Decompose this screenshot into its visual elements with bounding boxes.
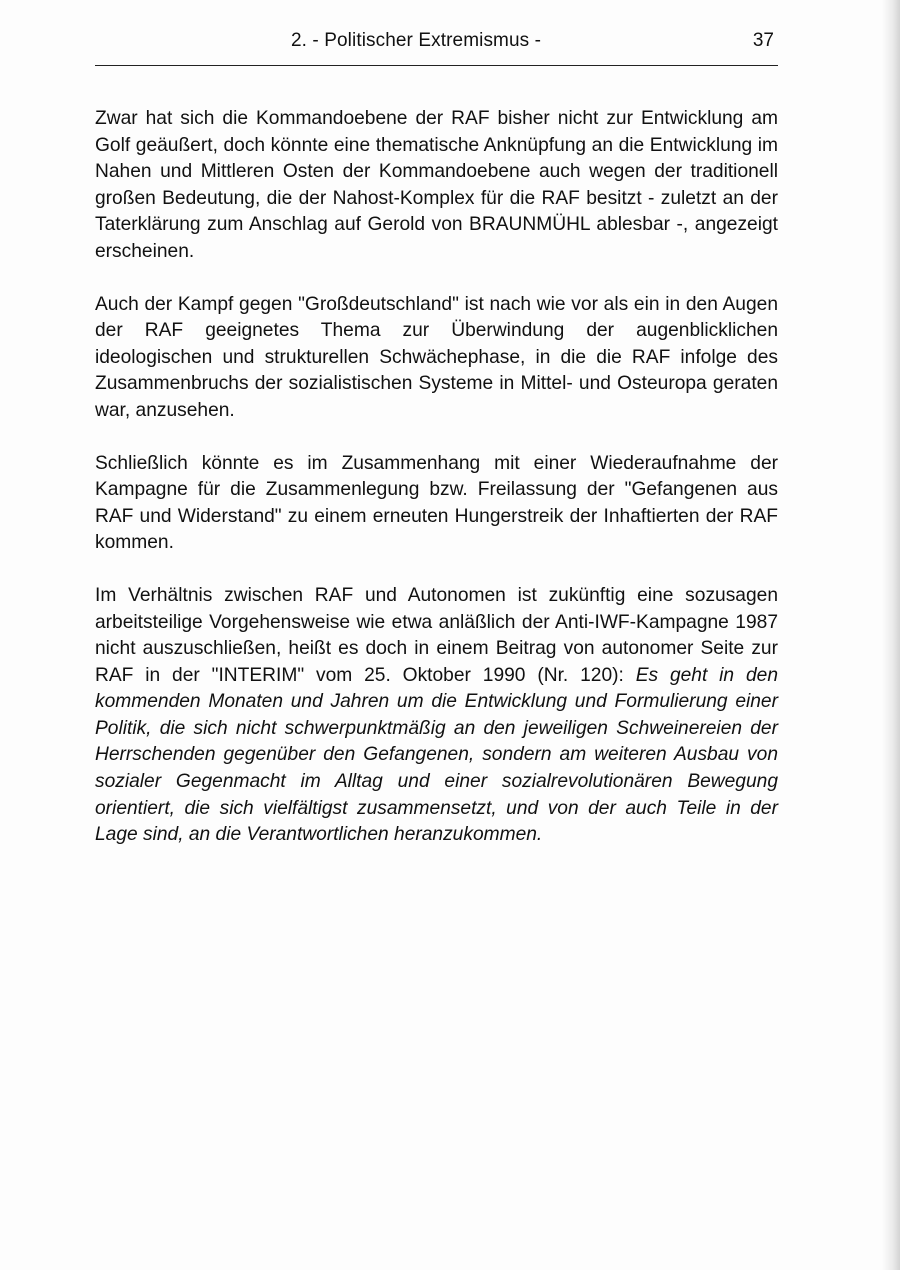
paragraph-4 [95,583,778,849]
paragraph-2-text: Auch der Kampf gegen "Großdeutschland" ist nach wie vor als ein in den Augen der RAF geeignetes Thema zur Überwindung der augenblicklichen ideologischen und strukturellen Schwächephase, in die die RAF infolge des Zusammenbruchs der sozialistischen Systeme in Mittel- und Osteuropa geraten war, anzusehen. [95,293,778,421]
paragraph-3 [95,451,778,557]
paragraph-1 [95,106,778,266]
paragraph-3-text: Schließlich könnte es im Zusammenhang mit einer Wiederaufnahme der Kampagne für die Zusammenlegung bzw. Freilassung der "Gefangenen aus RAF und Widerstand" zu einem erneuten Hungerstreik der Inhaftierten der RAF kommen. [95,452,778,554]
page-number: 37 [752,30,774,51]
body-text [95,106,778,875]
paragraph-2 [95,292,778,425]
paragraph-4-quote: Es geht in den kommenden Monaten und Jahren um die Entwicklung und Formulierung einer Politik, die sich nicht schwerpunktmäßig an den jeweiligen Schweinereien der Herrschenden gegenüber den Gefangenen, sondern am weiteren Ausbau von sozialer Gegenmacht im Alltag und einer sozialrevolutionären Bewegung orientiert, die sich vielfältigst zusammensetzt, und von der auch Teile in der Lage sind, an die Verantwortlichen heranzukommen. [95,664,778,846]
paragraph-1-text: Zwar hat sich die Kommandoebene der RAF bisher nicht zur Entwicklung am Golf geäußert, doch könnte eine thematische Anknüpfung an die Entwicklung im Nahen und Mittleren Osten der Kommandoebene auch wegen der traditionell großen Bedeutung, die der Nahost-Komplex für die RAF besitzt - zuletzt an der Taterklärung zum Anschlag auf Gerold von BRAUNMÜHL ablesbar -, angezeigt erscheinen. [95,108,778,262]
header-rule [95,65,778,66]
running-header [95,24,778,60]
page-edge-shadow [882,0,900,1270]
header-title: 2. - Politischer Extremismus - [291,30,542,51]
paragraph-4-text: Im Verhältnis zwischen RAF und Autonomen ist zukünftig eine sozusagen arbeitsteilige Vorgehensweise wie etwa anläßlich der Anti-IWF-Kampagne 1987 nicht auszuschließen, heißt es doch in einem Beitrag von autonomer Seite zur RAF in der "INTERIM" vom 25. Oktober 1990 (Nr. 120): [95,584,778,686]
